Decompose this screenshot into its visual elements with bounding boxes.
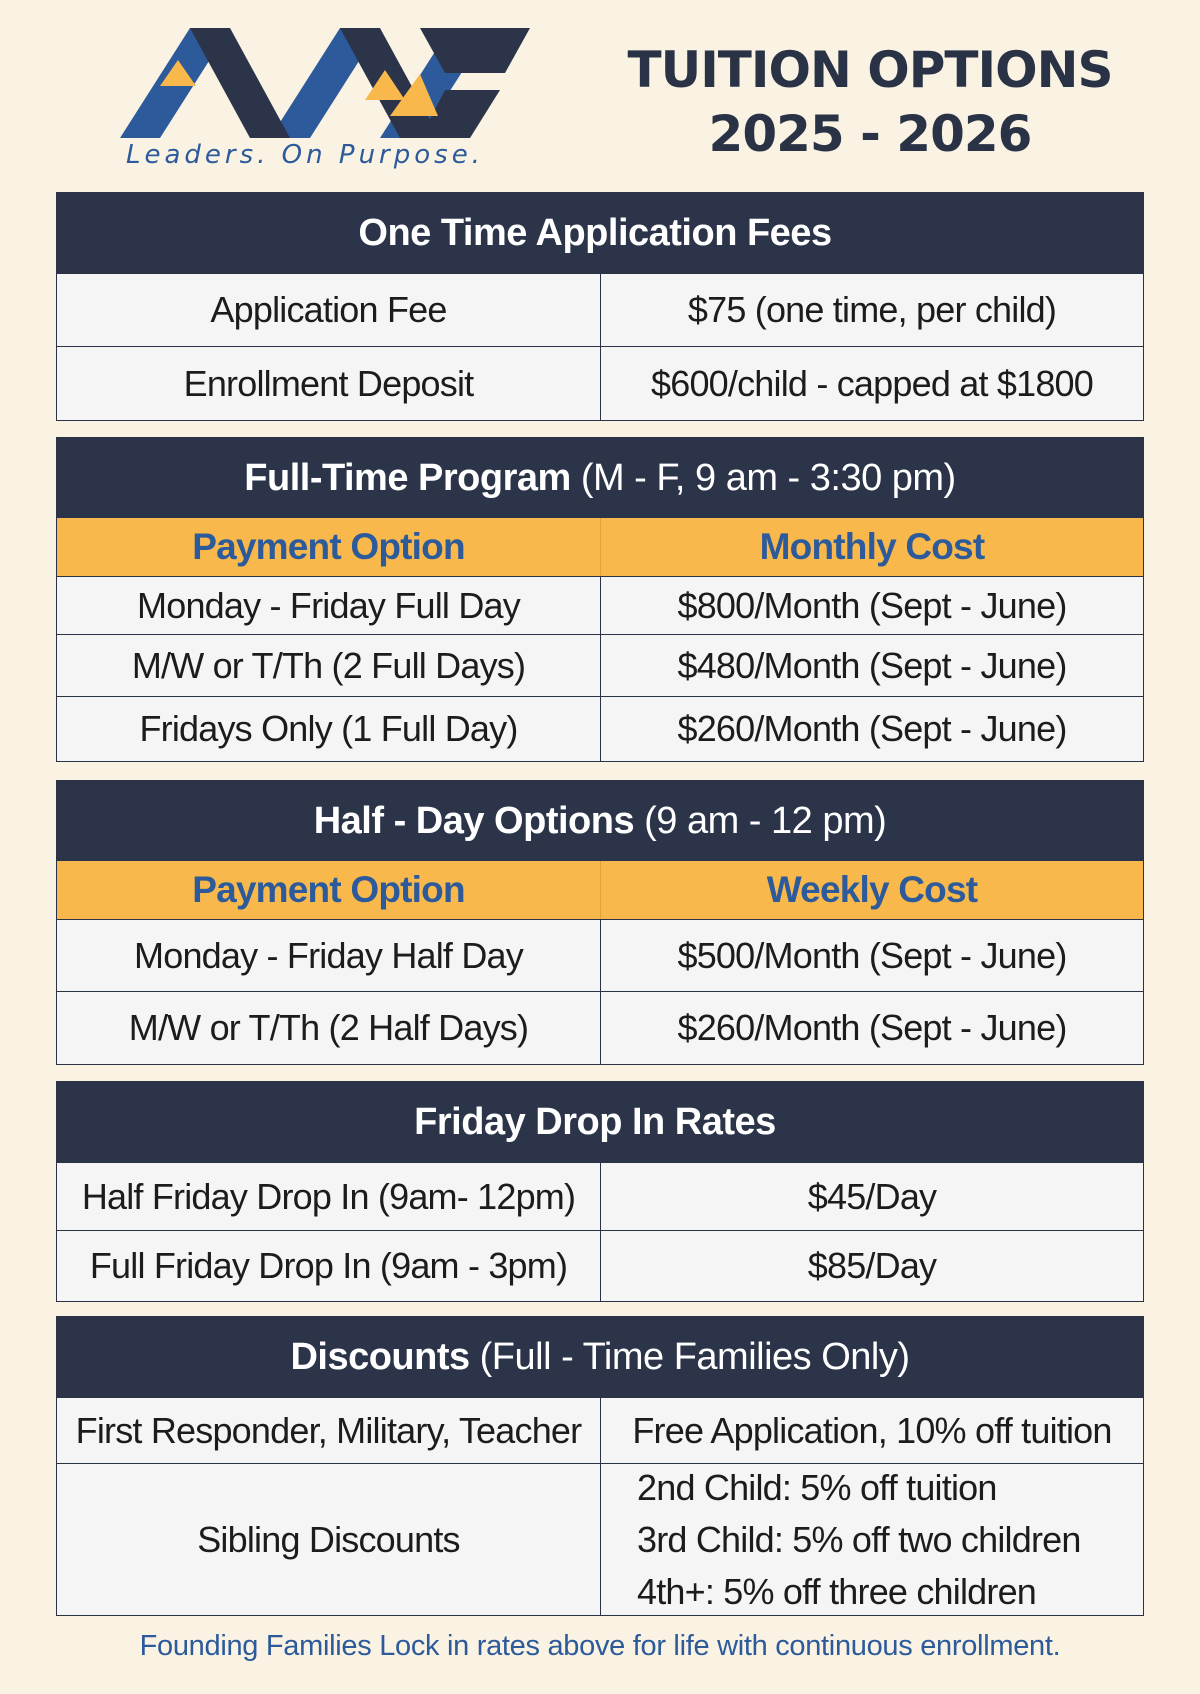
sibling-discount-line: 4th+: 5% off three children (637, 1570, 1037, 1612)
column-header-monthly-cost: Monthly Cost (600, 518, 1143, 576)
footer-note: Founding Families Lock in rates above for life with continuous enrollment. (139, 1630, 1061, 1662)
table-row (57, 696, 1143, 761)
drop-in-rate: $85/Day (600, 1231, 1143, 1301)
sibling-discount-line: 2nd Child: 5% off tuition (637, 1466, 997, 1508)
table-row (57, 576, 1143, 634)
fee-label: Enrollment Deposit (183, 362, 474, 404)
sibling-discount-label: Sibling Discounts (197, 1518, 460, 1560)
table-row (57, 1463, 1143, 1615)
drop-in-label: Half Friday Drop In (9am- 12pm) (81, 1175, 576, 1217)
page-title (580, 38, 1160, 166)
sibling-discount-details (600, 1464, 1143, 1615)
option-cost: $480/Month (Sept - June) (600, 635, 1143, 696)
title-line-1: TUITION OPTIONS (627, 41, 1113, 99)
full-time-program-table (56, 437, 1144, 762)
drop-in-label: Full Friday Drop In (9am - 3pm) (89, 1245, 568, 1286)
column-header-weekly-cost: Weekly Cost (600, 861, 1143, 919)
half-day-heading: Half - Day Options (9 am - 12 pm) (57, 781, 1143, 861)
option-label: M/W or T/Th (2 Full Days) (131, 644, 526, 686)
title-line-2: 2025 - 2026 (708, 105, 1032, 163)
option-cost: $500/Month (Sept - June) (600, 920, 1143, 991)
sibling-discount-line: 3rd Child: 5% off two children (637, 1518, 1081, 1560)
full-time-heading: Full-Time Program (M - F, 9 am - 3:30 pm) (57, 438, 1143, 518)
fee-value: $600/child - capped at $1800 (600, 347, 1143, 420)
column-header-payment-option: Payment Option (192, 869, 465, 910)
fee-value: $75 (one time, per child) (600, 274, 1143, 346)
logo-tagline: Leaders. On Purpose. (126, 140, 484, 170)
friday-drop-in-table (56, 1081, 1144, 1302)
half-day-options-table (56, 780, 1144, 1065)
logo-mark-icon (120, 18, 540, 148)
table-row (57, 1397, 1143, 1463)
application-fees-table (56, 192, 1144, 421)
option-cost: $800/Month (Sept - June) (600, 577, 1143, 634)
table-row (57, 273, 1143, 346)
table-row (57, 1162, 1143, 1230)
option-label: Fridays Only (1 Full Day) (139, 708, 518, 749)
discounts-table (56, 1316, 1144, 1616)
drop-in-rate: $45/Day (600, 1163, 1143, 1230)
discount-value: Free Application, 10% off tuition (600, 1398, 1143, 1463)
option-cost: $260/Month (Sept - June) (600, 992, 1143, 1064)
table-row (57, 991, 1143, 1064)
column-header-row (57, 861, 1143, 919)
discount-label: First Responder, Military, Teacher (75, 1409, 582, 1451)
drop-in-heading: Friday Drop In Rates (57, 1082, 1143, 1162)
discounts-heading: Discounts (Full - Time Families Only) (57, 1317, 1143, 1397)
option-label: M/W or T/Th (2 Half Days) (128, 1007, 529, 1048)
column-header-row (57, 518, 1143, 576)
option-cost: $260/Month (Sept - June) (600, 697, 1143, 761)
column-header-payment-option: Payment Option (192, 526, 465, 567)
application-fees-heading: One Time Application Fees (57, 193, 1143, 273)
table-row (57, 634, 1143, 696)
table-row (57, 346, 1143, 420)
table-row (57, 919, 1143, 991)
school-logo (120, 18, 540, 178)
option-label: Monday - Friday Half Day (134, 934, 523, 976)
option-label: Monday - Friday Full Day (137, 584, 520, 626)
fee-label: Application Fee (210, 289, 447, 330)
table-row (57, 1230, 1143, 1301)
